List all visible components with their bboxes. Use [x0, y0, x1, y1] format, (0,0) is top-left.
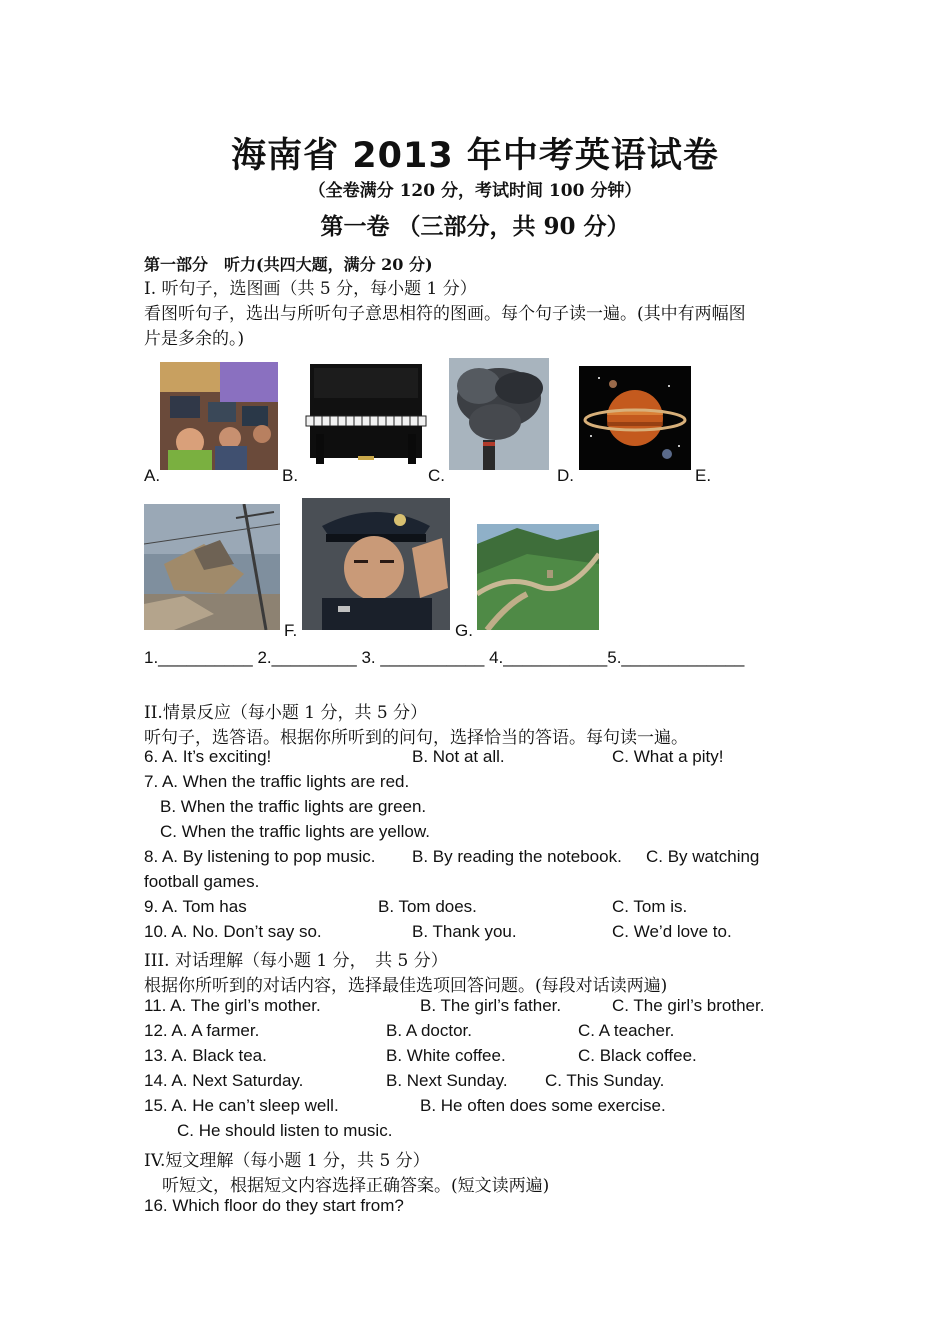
volume-heading: 第一卷 （三部分，共 90 分）	[320, 213, 630, 240]
q6-option-a: 6. A. It’s exciting!	[144, 747, 272, 766]
q13-option-c: C. Black coffee.	[578, 1046, 697, 1065]
pic-label-e: E.	[695, 466, 712, 485]
exam-subtitle: （全卷满分 120 分，考试时间 100 分钟）	[308, 181, 642, 201]
q10-option-b: B. Thank you.	[412, 922, 517, 941]
section4-title: IV.短文理解（每小题 1 分，共 5 分）	[144, 1151, 430, 1171]
section2-title: II.情景反应（每小题 1 分，共 5 分）	[144, 703, 428, 723]
q10-option-c: C. We’d love to.	[612, 922, 732, 941]
q6-option-b: B. Not at all.	[412, 747, 505, 766]
answer-blanks: 1.__________ 2._________ 3. ___________ 4.___________5._____________	[144, 648, 745, 667]
piano-image	[302, 360, 430, 468]
q9-option-c: C. Tom is.	[612, 897, 688, 916]
q14-option-b: B. Next Sunday.	[386, 1071, 508, 1090]
q9-option-a: 9. A. Tom has	[144, 897, 247, 916]
section1-instruction-cont: 片是多余的。)	[144, 329, 245, 349]
q12-option-b: B. A doctor.	[386, 1021, 473, 1040]
q11-option-c: C. The girl’s brother.	[612, 996, 765, 1015]
section2-instruction: 听句子，选答语。根据你所听到的问句，选择恰当的答语。每句读一遍。	[144, 728, 688, 748]
q15-option-a: 15. A. He can’t sleep well.	[144, 1096, 339, 1115]
pic-label-f: F.	[284, 621, 298, 640]
q13-option-b: B. White coffee.	[386, 1046, 506, 1065]
q11-option-b: B. The girl’s father.	[420, 996, 562, 1015]
section1-title: I. 听句子，选图画（共 5 分，每小题 1 分）	[144, 279, 477, 299]
q16-question: 16. Which floor do they start from?	[144, 1196, 404, 1215]
section4-instruction: 听短文，根据短文内容选择正确答案。(短文读两遍)	[162, 1176, 550, 1196]
pic-label-b: B.	[282, 466, 299, 485]
q8-option-c: C. By watching	[646, 847, 760, 866]
q6-option-c: C. What a pity!	[612, 747, 724, 766]
q13-option-a: 13. A. Black tea.	[144, 1046, 267, 1065]
q12-option-c: C. A teacher.	[578, 1021, 675, 1040]
q15-option-b: B. He often does some exercise.	[420, 1096, 666, 1115]
page-title: 海南省 2013 年中考英语试卷	[231, 136, 719, 176]
q7-option-c: C. When the traffic lights are yellow.	[160, 822, 430, 841]
internet-cafe-image	[160, 362, 278, 470]
section3-instruction: 根据你所听到的对话内容，选择最佳选项回答问题。(每段对话读两遍)	[144, 976, 668, 996]
section1-instruction: 看图听句子，选出与所听句子意思相符的图画。每个句子读一遍。(其中有两幅图	[144, 304, 746, 324]
pic-label-g: G.	[455, 621, 473, 640]
q7-option-b: B. When the traffic lights are green.	[160, 797, 427, 816]
q8-option-b: B. By reading the notebook.	[412, 847, 622, 866]
q7-option-a: 7. A. When the traffic lights are red.	[144, 772, 410, 791]
q14-option-a: 14. A. Next Saturday.	[144, 1071, 304, 1090]
part1-heading: 第一部分 听力(共四大题，满分 20 分)	[144, 255, 433, 274]
section3-title: III. 对话理解（每小题 1 分， 共 5 分）	[144, 951, 448, 971]
q14-option-c: C. This Sunday.	[545, 1071, 665, 1090]
q8-option-a: 8. A. By listening to pop music.	[144, 847, 376, 866]
q12-option-a: 12. A. A farmer.	[144, 1021, 260, 1040]
police-officer-image	[302, 498, 450, 630]
smoke-pollution-image	[449, 358, 549, 470]
earthquake-ruins-image	[144, 504, 280, 630]
planet-saturn-image	[579, 366, 691, 470]
pic-label-a: A.	[144, 466, 161, 485]
q15-option-c: C. He should listen to music.	[177, 1121, 393, 1140]
q9-option-b: B. Tom does.	[378, 897, 477, 916]
q11-option-a: 11. A. The girl’s mother.	[144, 996, 321, 1015]
q8-option-c-cont: football games.	[144, 872, 260, 891]
pic-label-d: D.	[557, 466, 574, 485]
pic-label-c: C.	[428, 466, 445, 485]
great-wall-image	[477, 524, 599, 630]
q10-option-a: 10. A. No. Don’t say so.	[144, 922, 322, 941]
